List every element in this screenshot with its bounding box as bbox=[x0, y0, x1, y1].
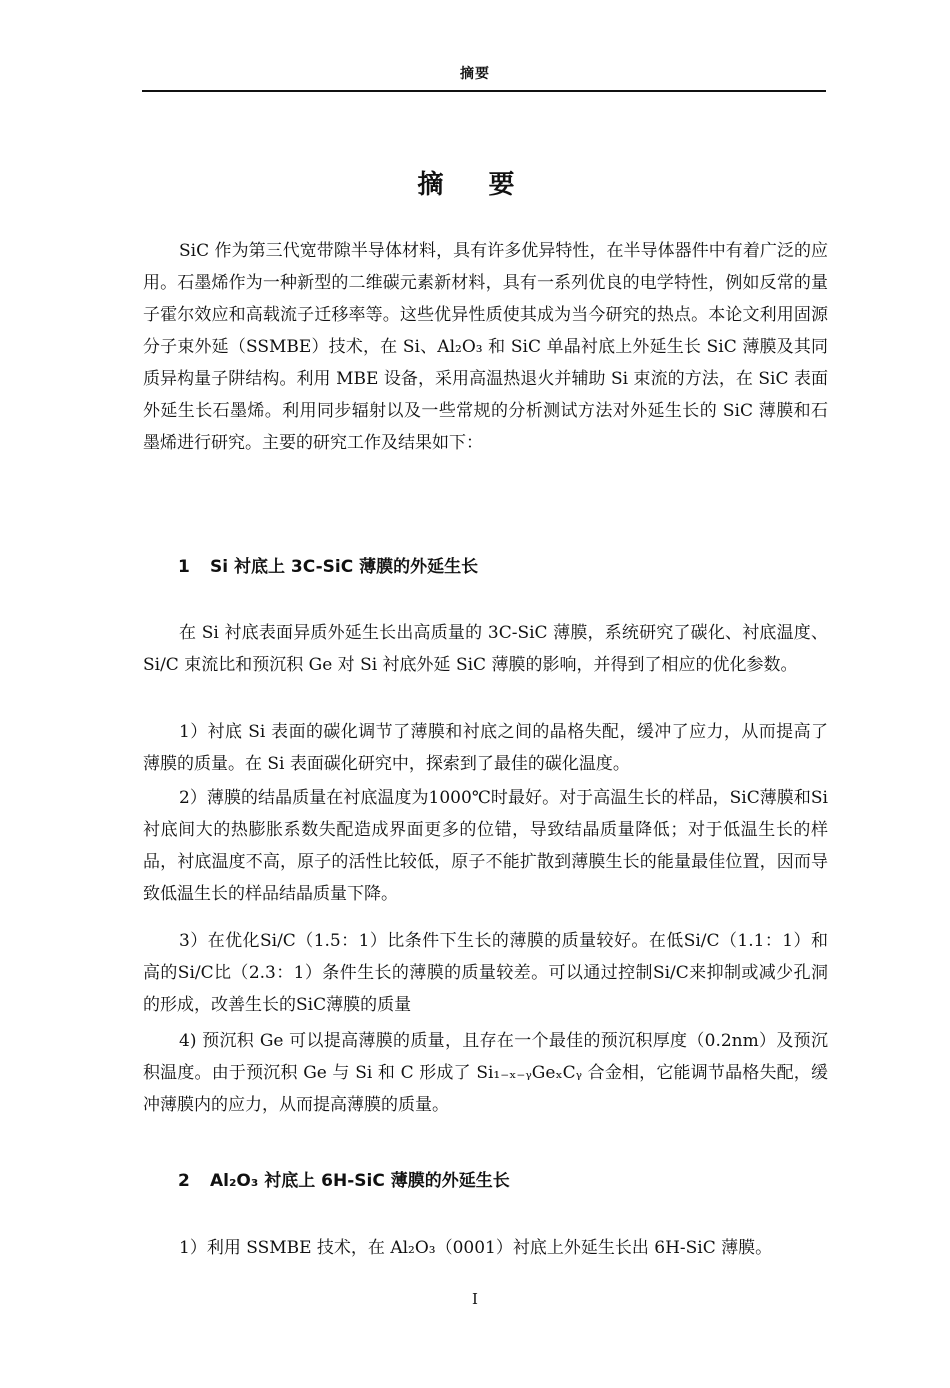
section-2-heading bbox=[178, 1166, 510, 1191]
abstract-intro: SiC 作为第三代宽带隙半导体材料，具有许多优异特性，在半导体器件中有着广泛的应用。石墨烯作为一种新型的二维碳元素新材料，具有一系列优良的电学特性，例如反常的量子霍尔效应和高载流子迁移率等。这些优异性质使其成为当今研究的热点。本论文利用固源分子束外延（SSMBE）技术，在 Si、Al₂O₃ 和 SiC 单晶衬底上外延生长 SiC 薄膜及其同质异构量子阱结构。利用 MBE 设备，采用高温热退火并辅助 Si 束流的方法，在 SiC 表面外延生长石墨烯。利用同步辐射以及一些常规的分析测试方法对外延生长的 SiC 薄膜和石墨烯进行研究。主要的研究工作及结果如下： bbox=[143, 241, 828, 453]
section-2-title: Al₂O₃ 衬底上 6H-SiC 薄膜的外延生长 bbox=[210, 1171, 510, 1191]
section-2-number: 2 bbox=[178, 1171, 190, 1191]
page-number: I bbox=[472, 1290, 478, 1308]
section-1-item-1: 1）衬底 Si 表面的碳化调节了薄膜和衬底之间的晶格失配，缓冲了应力，从而提高了薄膜的质量。在 Si 表面碳化研究中，探索到了最佳的碳化温度。 bbox=[143, 722, 828, 774]
running-header: 摘要 bbox=[460, 66, 490, 82]
header-rule bbox=[142, 90, 826, 92]
page-title: 摘 要 bbox=[417, 170, 533, 200]
section-1-item-3: 3）在优化Si/C（1.5：1）比条件下生长的薄膜的质量较好。在低Si/C（1.1：1）和高的Si/C比（2.3：1）条件生长的薄膜的质量较差。可以通过控制Si/C来抑制或减少孔洞的形成，改善生长的SiC薄膜的质量 bbox=[143, 931, 828, 1015]
section-1-title: Si 衬底上 3C-SiC 薄膜的外延生长 bbox=[210, 557, 479, 577]
section-2-item-1: 1）利用 SSMBE 技术，在 Al₂O₃（0001）衬底上外延生长出 6H-SiC 薄膜。 bbox=[179, 1238, 773, 1258]
section-1-intro: 在 Si 衬底表面异质外延生长出高质量的 3C-SiC 薄膜，系统研究了碳化、衬底温度、Si/C 束流比和预沉积 Ge 对 Si 衬底外延 SiC 薄膜的影响，并得到了相应的优化参数。 bbox=[143, 623, 828, 675]
section-1-item-4: 4) 预沉积 Ge 可以提高薄膜的质量，且存在一个最佳的预沉积厚度（0.2nm）及预沉积温度。由于预沉积 Ge 与 Si 和 C 形成了 Si₁₋ₓ₋ᵧGeₓCᵧ 合金相，它能调节晶格失配，缓冲薄膜内的应力，从而提高薄膜的质量。 bbox=[143, 1031, 828, 1115]
section-1-item-2: 2）薄膜的结晶质量在衬底温度为1000℃时最好。对于高温生长的样品，SiC薄膜和Si衬底间大的热膨胀系数失配造成界面更多的位错，导致结晶质量降低；对于低温生长的样品，衬底温度不高，原子的活性比较低，原子不能扩散到薄膜生长的能量最佳位置，因而导致低温生长的样品结晶质量下降。 bbox=[143, 788, 828, 904]
section-1-heading bbox=[178, 552, 478, 577]
section-1-number: 1 bbox=[178, 557, 190, 577]
